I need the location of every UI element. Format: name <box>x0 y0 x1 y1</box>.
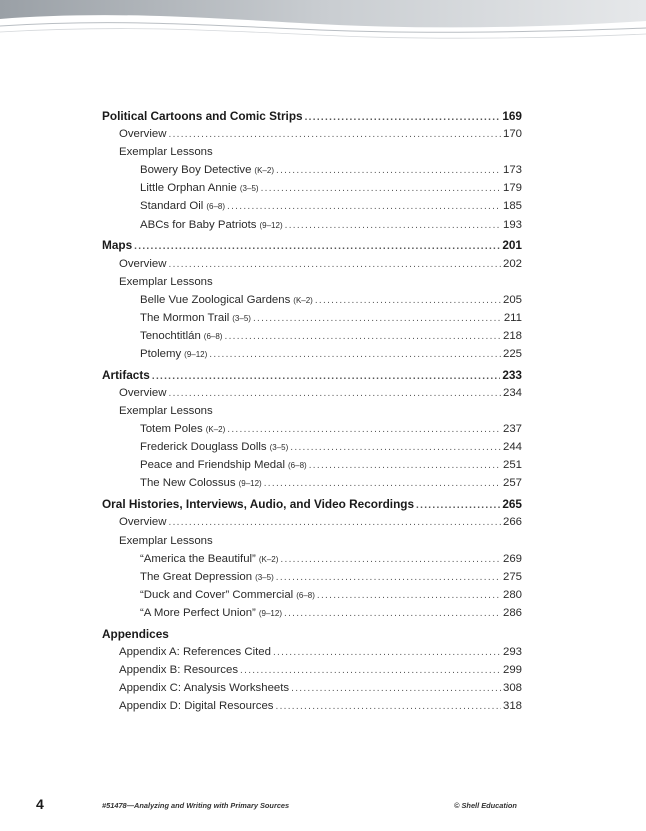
toc-page-number: 269 <box>502 552 522 565</box>
dot-leader <box>261 180 501 198</box>
toc-entry-title: Overview <box>119 128 167 141</box>
dot-leader <box>291 680 501 698</box>
toc-lesson-row <box>102 438 522 456</box>
toc-section-row <box>102 366 522 384</box>
toc-lesson-row <box>102 179 522 197</box>
toc-entry-row <box>102 661 522 679</box>
toc-page-number: 169 <box>502 109 522 123</box>
toc-entry-title: The Mormon Trail <box>140 311 230 324</box>
grade-level-label: (9–12) <box>259 220 283 230</box>
grade-level-label: (K–2) <box>293 295 313 305</box>
toc-entry-title: Appendix D: Digital Resources <box>119 700 274 713</box>
toc-entry-title: “A More Perfect Union” <box>140 606 256 619</box>
dot-leader <box>305 109 501 127</box>
grade-level-label: (K–2) <box>205 425 226 435</box>
grade-level-label: (9–12) <box>184 350 208 360</box>
toc-page-number: 218 <box>502 329 522 342</box>
grade-level-label: (9–12) <box>238 479 262 489</box>
toc-entry-row <box>102 697 522 715</box>
toc-entry-title: ABCs for Baby Patriots <box>140 218 257 231</box>
table-of-contents <box>102 107 522 715</box>
toc-page-number: 173 <box>502 164 522 177</box>
dot-leader <box>290 439 501 457</box>
toc-entry-row <box>102 513 522 531</box>
toc-page-number: 233 <box>502 367 522 382</box>
toc-page-number: 211 <box>503 311 522 324</box>
toc-page-number: 299 <box>502 664 522 676</box>
toc-entry-title: Bowery Boy Detective <box>140 164 252 177</box>
publisher-credit: © Shell Education <box>454 801 517 810</box>
toc-lesson-row <box>102 474 522 492</box>
toc-entry-row <box>102 125 522 143</box>
dot-leader <box>285 217 501 235</box>
toc-page-number: 275 <box>502 570 522 583</box>
dot-leader <box>209 346 501 364</box>
toc-page-number: 286 <box>502 606 522 619</box>
toc-entry-title: Little Orphan Annie <box>140 182 237 195</box>
dot-leader <box>264 475 501 493</box>
grade-level-label: (6–8) <box>206 202 226 212</box>
dot-leader <box>134 238 500 256</box>
header-decorative-band <box>0 0 646 50</box>
toc-entry-title: Totem Poles <box>140 423 203 436</box>
toc-page-number: 179 <box>502 182 522 195</box>
toc-entry-title: Appendix A: References Cited <box>119 645 271 658</box>
toc-lesson-row <box>102 420 522 438</box>
toc-entry-title: Maps <box>102 238 133 253</box>
toc-entry-title: Appendices <box>102 626 169 641</box>
dot-leader <box>284 605 501 623</box>
grade-level-label: (3–5) <box>269 443 289 453</box>
toc-page-number: 170 <box>502 128 522 141</box>
toc-entry-title: Tenochtitlán <box>140 329 201 342</box>
dot-leader <box>276 162 501 180</box>
dot-leader <box>224 328 501 346</box>
grade-level-label: (6–8) <box>296 590 315 600</box>
toc-page-number: 202 <box>502 257 522 270</box>
toc-page-number: 318 <box>502 700 522 713</box>
dot-leader <box>168 126 501 144</box>
toc-page-number: 244 <box>502 441 522 454</box>
grade-level-label: (9–12) <box>258 608 282 618</box>
dot-leader <box>253 310 502 328</box>
toc-entry-title: Oral Histories, Interviews, Audio, and Video Recordings <box>102 497 415 512</box>
dot-leader <box>152 368 500 386</box>
toc-entry-title: Exemplar Lessons <box>119 146 213 159</box>
toc-entry-title: Overview <box>119 516 167 529</box>
toc-entry-row <box>102 143 522 161</box>
toc-lesson-row <box>102 291 522 309</box>
dot-leader <box>275 698 501 716</box>
dot-leader <box>227 421 501 439</box>
toc-entry-title: “America the Beautiful” <box>140 552 256 565</box>
toc-lesson-row <box>102 586 522 604</box>
toc-entry-title: Exemplar Lessons <box>119 534 213 547</box>
toc-lesson-row <box>102 309 522 327</box>
dot-leader <box>273 644 501 662</box>
grade-level-label: (6–8) <box>203 331 223 341</box>
grade-level-label: (6–8) <box>288 461 307 471</box>
page-footer <box>0 796 646 816</box>
toc-entry-title: Ptolemy <box>140 348 182 361</box>
toc-page-number: 185 <box>502 200 522 213</box>
toc-page-number: 201 <box>502 238 522 253</box>
toc-entry-title: Standard Oil <box>140 200 204 213</box>
toc-entry-row <box>102 255 522 273</box>
dot-leader <box>168 256 501 274</box>
toc-entry-title: Overview <box>119 387 167 399</box>
toc-entry-title: “Duck and Cover” Commercial <box>140 588 294 601</box>
toc-section-row <box>102 236 522 254</box>
toc-page-number: 205 <box>502 293 522 306</box>
grade-level-label: (3–5) <box>232 313 251 323</box>
dot-leader <box>280 551 501 569</box>
dot-leader <box>168 385 501 403</box>
toc-entry-row <box>102 384 522 402</box>
toc-lesson-row <box>102 456 522 474</box>
toc-page-number: 280 <box>502 588 522 601</box>
toc-entry-title: Frederick Douglass Dolls <box>140 441 267 454</box>
toc-entry-row <box>102 273 522 291</box>
toc-entry-row <box>102 532 522 550</box>
dot-leader <box>416 497 500 515</box>
toc-lesson-row <box>102 197 522 215</box>
toc-page-number: 266 <box>502 516 522 529</box>
toc-entry-title: Exemplar Lessons <box>119 405 213 418</box>
dot-leader <box>315 292 501 310</box>
dot-leader <box>240 662 501 680</box>
toc-section-row <box>102 107 522 125</box>
toc-section-row <box>102 625 522 643</box>
dot-leader <box>276 569 501 587</box>
toc-lesson-row <box>102 327 522 345</box>
toc-entry-title: Political Cartoons and Comic Strips <box>102 109 303 123</box>
dot-leader <box>317 587 501 605</box>
product-title: #51478—Analyzing and Writing with Primary Sources <box>102 801 290 810</box>
toc-lesson-row <box>102 345 522 363</box>
grade-level-label: (K–2) <box>258 554 279 564</box>
toc-entry-row <box>102 402 522 420</box>
toc-entry-title: Artifacts <box>102 367 150 382</box>
toc-lesson-row <box>102 604 522 622</box>
grade-level-label: (K–2) <box>254 166 274 176</box>
toc-page-number: 234 <box>502 387 522 399</box>
toc-entry-title: Appendix B: Resources <box>119 664 239 676</box>
toc-entry-title: Overview <box>119 257 167 270</box>
toc-entry-row <box>102 643 522 661</box>
dot-leader <box>227 198 501 216</box>
toc-lesson-row <box>102 161 522 179</box>
toc-lesson-row <box>102 568 522 586</box>
toc-lesson-row <box>102 216 522 234</box>
toc-entry-title: Exemplar Lessons <box>119 275 213 288</box>
toc-entry-title: Belle Vue Zoological Gardens <box>140 293 291 306</box>
grade-level-label: (3–5) <box>239 184 259 194</box>
toc-entry-title: Peace and Friendship Medal <box>140 459 286 472</box>
toc-page-number: 308 <box>502 682 522 695</box>
grade-level-label: (3–5) <box>255 572 274 582</box>
toc-entry-row <box>102 679 522 697</box>
toc-entry-title: The New Colossus <box>140 477 236 490</box>
toc-page-number: 237 <box>502 423 522 436</box>
page-number: 4 <box>36 796 44 812</box>
dot-leader <box>309 457 501 475</box>
toc-entry-title: The Great Depression <box>140 570 253 583</box>
toc-page-number: 251 <box>502 459 522 472</box>
toc-lesson-row <box>102 550 522 568</box>
toc-section-row <box>102 495 522 513</box>
dot-leader <box>168 514 501 532</box>
toc-entry-title: Appendix C: Analysis Worksheets <box>119 682 290 695</box>
toc-page-number: 257 <box>502 477 522 490</box>
toc-page-number: 193 <box>502 218 522 231</box>
toc-page-number: 293 <box>502 645 522 658</box>
toc-page-number: 265 <box>502 497 522 512</box>
toc-page-number: 225 <box>502 348 522 361</box>
